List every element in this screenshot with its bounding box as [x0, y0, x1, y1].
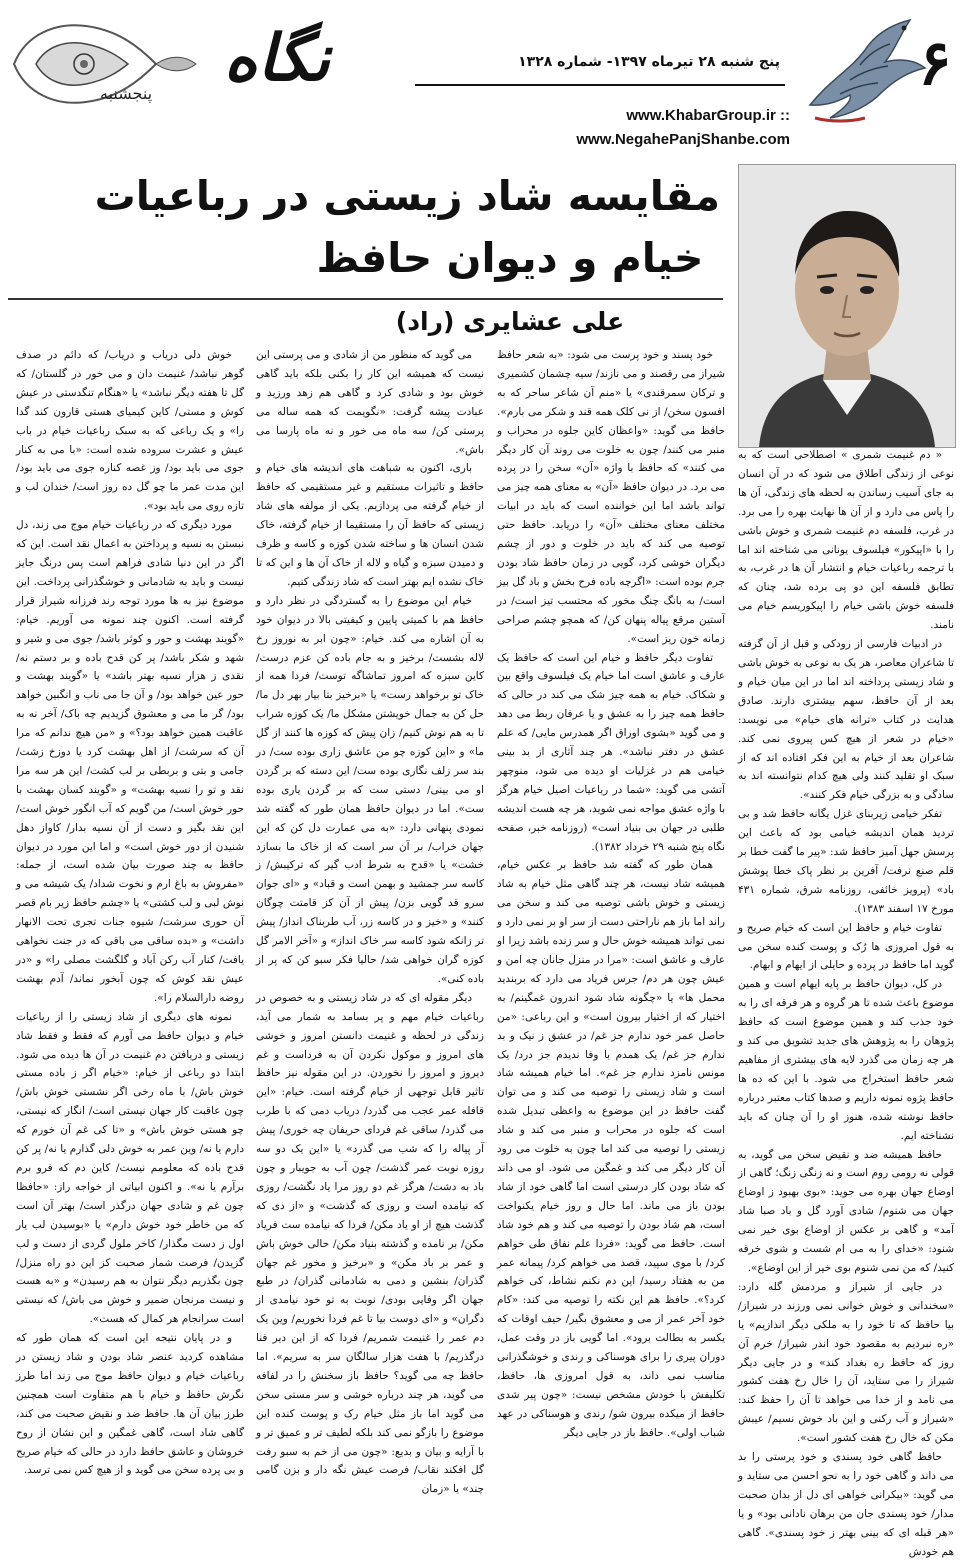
paragraph: در جایی از شیراز و مردمش گله دارد: «سخندانی و خوش خوانی نمی ورزند در شیراز/ بیا حافظ که تا خود را به ملکی دیگر اندازیم» یا «ره نبردیم به مقصود خود اندر شیراز/ خرم آن روز که حافظ ره بغداد کند» و در جایی دیگر شیراز را می ستاید، آن را خال رخ هفت کشور می نامد و از خدا می خواهد تا آن را حفظ کند: «شیراز و آب رکنی و این باد خوش نسیم/ عیبش مکن که خال رخ هفت کشور است».: [738, 1280, 954, 1445]
masthead: [0, 0, 970, 148]
paragraph: تفکر خیامی زیربنای غزل یگانه حافظ شد و بی تردید همان اندیشه خیامی بود که باعث این پرسش جهل آمیز حافظ شد: «پیر ما گفت خطا بر قلم صنع نرفت/ آفرین بر نظر پاک خطا پوشش باد» (پرویز خائفی، روزنامه شرق، شماره ۴۳۱ مورخ ۱۷ اسفند ۱۳۸۳).: [738, 808, 954, 915]
logo-wordmark: نگاه: [223, 21, 330, 96]
phoenix-bird-icon: [790, 10, 930, 125]
website-urls: www.KhabarGroup.ir :: www.NegahePanjShanbe.com: [576, 107, 790, 148]
paragraph: خود پسند و خود پرست می شود: «به شعر حافظ شیراز می رقصند و می نازند/ سیه چشمان کشمیری و ترکان سمرقندی» یا «منم آن شاعر ساحر که به افسون سخن/ از نی کلک همه قند و شکر می بارم». حافظ می گوید: «واعظان کاین جلوه در محراب و منبر می کنند/ چون به خلوت می روند آن کار دیگر می کنند» که حافظ با واژه «آن» سخن را در پرده می برد. در دیوان حافظ «آن» به معنای همه چیز می تواند باشد اما این خواننده است که باید در ابیات مختلف معنای مختلف «آن» را دریابد. حافظ حتی توصیه می کند که باید در خلوت و دور از چشم دیگران خوشی کرد، گویی در زمان حافظ شاد بودن جرم بوده است: «اگرچه باده فرح بخش و باد گل بیز است/ به بانگ چنگ مخور که محتسب تیز است/ در آستین مرقع پیاله پنهان کن/ که همچو چشم صراحی زمانه خون ریز است».: [497, 349, 725, 645]
author-byline: علی عشایری (راد): [395, 307, 625, 336]
paragraph: « دم غنیمت شمری » اصطلاحی است که به نوعی از زندگی اطلاق می شود که در آن انسان به جای آسیب رساندن به لحظه های زندگی، آن ها را پاس می دارد و از آن ها نهایت بهره را می برد. در غرب، فلسفه دم غنیمت شمری و خوش باشی را با «اپیکور» فیلسوف یونانی می شناخته اند اما با ترجمه رباعیات خیام و انتشار آن ها در غرب، به تطابق فلسفه این دو پی برده شد، چنان که فلسفه خوش باشی خیام را اپیکوریسم خیام می نامند.: [738, 449, 954, 632]
page-number: ۶: [918, 26, 952, 99]
paragraph: می گوید که منظور من از شادی و می پرستی این نیست که همیشه این کار را بکنی بلکه باید گاهی خوش بود و شادی کرد و گاهی هم زهد ورزید و عبادت پیشه گرفت: «نگویمت که همه ساله می پرستی کن/ سه ماه می خور و نه ماه پارسا می باش».: [256, 349, 484, 456]
paragraph: خیام این موضوع را به گستردگی در نظر دارد و حافظ هم با کمیتی پایین و کیفیتی بالا در دیوان خود به آن اشاره می کند. خیام: «چون ابر به نوروز رخ لاله بشست/ برخیز و به جام باده کن عزم درست/ کاین سبزه که امروز تماشاگه توست/ فردا همه از خاک تو برخواهد رست» یا «برخیز بتا بیار بهر دل ما/ حل کن به جمال خویشتن مشکل ما/ یک کوزه شراب تا به هم نوش کنیم/ زان پیش که کوزه ها کنند از گل ما» و «این کوزه چو من عاشق زاری بوده ست/ در بند سر زلف نگاری بوده ست/ این دسته که بر گردن او می بینی/ دستی ست که بر گردن یاری بوده ست». اما در دیوان حافظ همان طور که گفته شد نمودی پنهانی دارد: «به می عمارت دل کن که این جهان خراب/ بر آن سر است که از خاک ما بسازد خشت» یا «قدح به شرط ادب گیر که ترکیبش/ ز کاسه سر جمشید و بهمن است و قباد» و «ای جوان سرو قد گویی بزن/ پیش از آن کز قامتت چوگان کنند» و «خیز و در کاسه زر، آب طربناک انداز/ پیش تر زانکه شود کاسه سر خاک انداز» و «آخر الامر گل کوزه گران خواهی شد/ حالیا فکر سبو کن که پر از باده کنی».: [256, 594, 484, 985]
headline-line-1: مقایسه شاد زیستی در رباعیات: [94, 172, 720, 220]
paragraph: خوش دلی دریاب و دریاب/ که دائم در صدف گوهر نباشد/ غنیمت دان و می خور در گلستان/ که گل تا هفته دیگر نباشد» یا «هنگام تنگدستی در عیش کوش و مستی/ کاین کیمیای هستی قارون کند گدا را» و یک رباعی که به سبک رباعیات خیام در باب عیش و عشرت سروده شده است: «با می به کنار جوی می باید بود/ وز غصه کناره جوی می باید بود/ این مدت عمر ما چو گل ده روز است/ خندان لب و تازه روی می باید بود».: [16, 349, 244, 513]
author-photo: [738, 164, 956, 448]
headline-divider: [8, 298, 723, 300]
article-headline: [94, 165, 720, 295]
article-column-1: [738, 446, 954, 1558]
headline-line-2: خیام و دیوان حافظ: [316, 234, 704, 282]
paragraph: نمونه های دیگری از شاد زیستی را از رباعیات خیام و دیوان حافظ می آورم که فقط و فقط شاد زیستی و دریافتن دم غنیمت در آن ها دیده می شود. ابتدا دو رباعی از خیام: «خیام اگر ز باده مستی خوش باش/ با ماه رخی اگر نشستی خوش باش/ چون عاقبت کار جهان نیستی است/ انگار که نیستی، چو هستی خوش باش» و «تا کی غم آن خورم که دارم یا نه/ وین عمر به خوش دلی گذارم یا نه/ پر کن قدح باده که معلومم نیست/ کاین دم که فرو برم برآرم یا نه». و اکنون ابیاتی از خواجه راز: «حافظا چون غم و شادی جهان درگذر است/ بهتر آن است که من خاطر خود خوش دارم» یا «بوسیدن لب یار اول ز دست مگذار/ کاخر ملول گردی از دست و لب گزیدن/ فرصت شمار صحبت کز این دو راه منزل/ چون بگذریم دیگر نتوان به هم رسیدن» و «به هست و نیست مرنجان ضمیر و خوش می باش/ که نیستی است سرانجام هر کمال که هست».: [16, 1010, 244, 1326]
paragraph: تفاوت دیگر حافظ و خیام این است که حافظ یک عارف و عاشق است اما خیام یک فیلسوف واقع بین و شکاک. خیام به همه چیز شک می کند در حالی که حافظ همه چیز را به عشق و یا عرفان ربط می دهد و می گوید «بشوی اوراق اگر همدرس مایی/ که علم عشق در دفتر نباشد». هر چند آثاری از بد بینی خیامی هم در غزلیات او دیده می شود، منوچهر آتشی می گوید: «شما در رباعیات اصیل خیام هرگز با واژه عشق مواجه نمی شوید، هر چه هست اندیشه طلبی در جهان بی بنیاد است» (روزنامه خبر، صفحه نگاه پنج شنبه ۲۹ خرداد ۱۳۸۲).: [497, 651, 725, 853]
paragraph: در ادبیات فارسی از رودکی و قبل از آن گرفته تا شاعران معاصر، هر یک به نوعی به خوش باشی و شاد زیستی پرداخته اند اما در این میان خیام و بعد از آن حافظ، سهم بیشتری دارند. صادق هدایت در کتاب «ترانه های خیام» می نویسد: «خیام در شعر از هیچ کس پیروی نمی کند. شاعران بعد از خیام به این فکر افتاده اند که از سبک او تقلید کنند ولی هیچ کدام نتوانسته اند به سادگی و به بزرگی خیام فکر کنند».: [738, 638, 954, 802]
paragraph: و در پایان نتیجه این است که همان طور که مشاهده کردید عنصر شاد بودن و شاد زیستن در رباعیات خیام و دیوان حافظ موج می زند اما طرز نگرش حافظ و خیام با هم متفاوت است همچنین طرز بیان آن ها. حافظ ضد و نقیض صحبت می کند، گاهی شاد است، گاهی غمگین و این نشان از روح خروشان و عاشق حافظ دارد در حالی که خیام صریح و بی پرده سخن می گوید و از هیچ کس نمی ترسد.: [16, 1332, 244, 1477]
paragraph: در کل، دیوان حافظ بر پایه ایهام است و همین موضوع باعث شده تا هر گروه و هر فرقه ای را به خود جذب کند و همین موضوع است که حافظ پژوهان را به پژوهش های جدید تشویق می کند و هر چه زمان می گذرد لایه های بیشتری از مفاهیم شعر حافظ استخراج می شود. با این که ده ها حافظ پژوه نمونه داریم و صدها کتاب معتبر درباره حافظ نوشته شده، هنوز او را آن چنان که باید نشناخته ایم.: [738, 978, 954, 1142]
paragraph: حافظ گاهی خود پسندی و خود پرستی را بد می داند و گاهی خود را به نحو احسن می ستاید و می گوید: «بیکرانی خواهی ای دل از بدان صحبت مدار/ خود پسندی جان من برهان نادانی بود» و یا «هر قبله ای که بینی بهتر ز خود پسندی». گاهی هم خودش: [738, 1451, 954, 1558]
paragraph: همان طور که گفته شد حافظ بر عکس خیام، همیشه شاد نیست، هر چند گاهی مثل خیام به شاد زیستی و خوش باشی توصیه می کند و سخن می راند اما باز هم ناراحتی دست از سر او بر نمی دارد و نمی تواند همیشه خوش حال و سر زنده باشد زیرا او عارف و عاشق است: «مرا در منزل جانان چه امن و عیش چون هر دم/ جرس فریاد می دارد که بربندید محمل ها» یا «چگونه شاد شود اندرون غمگینم/ به اختیار که از اختیار بیرون است» و این رباعی: «من حاصل عمر خود ندارم جز غم/ در عشق ز نیک و بد ندارم جز غم/ یک همدم با وفا ندیدم جز درد/ یک مونس نامزد ندارم جز غم». اما خیام همیشه شاد است و شاد زیستی را توصیه می کند و می توان گفت حافظ در این موضوع به واعظی تبدیل شده است که جلوه در محراب و منبر می کند و شاد زیستی را توصیه می کند اما چون به خلوت می رود آن کار دیگر می کند و غمگین می شود. او می داند که شاد بودن کار درستی است اما گاهی خود از شاد بودن باز می ماند. اما حال و روز خیام یکنواخت است، هم شاد بودن را توصیه می کند و هم خود شاد است. حافظ می گوید: «فردا علم نفاق طی خواهم کرد/ با موی سپید، قصد می خواهم کرد/ پیمانه عمر من به هفتاد رسید/ این دم نکنم نشاط، کی خواهم کرد؟». حافظ هم این نکته را توصیه می کند: «کام خود آخر عمر از می و معشوق بگیر/ حیف اوقات که یکسر به بطالت برود». اما گویی باز در وقت عمل، دوران پیری را برای هوسناکی و رندی و خوشگذرانی مناسب نمی داند، به قول امروزی ها، حافظ، تکلیفش با خودش مشخص نیست: «چون پیر شدی حافظ از میکده بیرون شو/ رندی و هوسناکی در عهد شباب اولی». حافظ باز در جایی دیگر: [497, 859, 725, 1439]
paragraph: دیگر مقوله ای که در شاد زیستی و به خصوص در رباعیات خیام مهم و پر بسامد به شمار می آید، زندگی در لحظه و غنیمت دانستن امروز و خوشی های امروز و موکول نکردن آن به فرداست و غم دیروز و امروز را نخوردن. در این مقوله نیز حافظ تاثیر قابل توجهی از خیام گرفته است. خیام: «این قافله عمر عجب می گذرد/ دریاب دمی که با طرب می گذرد/ ساقی غم فردای حریفان چه خوری/ پیش آر پیاله را که شب می گذرد» یا «این یک دو سه روزه نوبت عمر گذشت/ چون آب به جویبار و چون باد به دشت/ هرگز غم دو روز مرا یاد نگشت/ روزی که نیامده است و روزی که گذشت» و «از دی که گذشت هیچ از او یاد مکن/ فردا که نیامده ست فریاد مکن/ بر نامده و گذشته بنیاد مکن/ حالی خوش باش و عمر بر باد مکن» و «برخیز و مخور غم جهان گذران/ بنشین و دمی به شادمانی گذران/ در طبع جهان اگر وفایی بودی/ نوبت به تو خود نیامدی از دگران» و «ای دوست بیا تا غم فردا نخوریم/ وین یک دم عمر را غنیمت شمریم/ فردا که از این دیر فنا درگذریم/ با هفت هزار سالگان سر به سریم». اما حافظ چه می گوید؟ حافظ باز سخنش را در لفافه می گوید، هر چند درباره خوشی و سر مستی سخن می گوید اما باز مثل خیام رک و پوست کنده این موضوع را بازگو نمی کند بلکه لطیف تر و عمیق تر و با آرایه و بیان و بدیع: «چون می از خم به سبو رفت گل افکند نقاب/ فرصت عیش نگه دار و بزن گامی چند» یا «زمان: [256, 991, 484, 1496]
paragraph: باری، اکنون به شباهت های اندیشه های خیام و حافظ و تاثیرات مستقیم و غیر مستقیمی که حافظ از خیام گرفته می پردازیم. یکی از مولفه های شاد زیستی که حافظ آن را مستقیما از خیام گرفته، خاک شدن انسان ها و ساخته شدن کوزه و کاسه و ظرف و دمیدن سبزه و گیاه و لاله از خاک آن ها و این که تا خاک نشده ایم بهتر است که شاد زندگی کنیم.: [256, 462, 484, 588]
person-portrait-icon: [739, 165, 955, 447]
paragraph: تفاوت خیام و حافظ این است که خیام صریح و به قول امروزی ها رُک و پوست کنده سخن می گوید اما حافظ در پرده و حایلی از ایهام و ابهام.: [738, 921, 954, 972]
article-column-4: [16, 346, 244, 1514]
issue-dateline: پنج شنبه ۲۸ تیرماه ۱۳۹۷- شماره ۱۳۲۸: [518, 54, 780, 70]
article-column-3: [256, 346, 484, 1514]
paragraph: حافظ همیشه ضد و نقیض سخن می گوید، به قولی نه رومی روم است و نه زنگی زنگ؛ گاهی از اوضاع جهان بهره می جوید: «بوی بهبود ز اوضاع جهان می شنوم/ شادی آورد گل و باد صبا شاد آمد» و گاهی بر عکس از اوضاع بوی خیر نمی شنود: «خدای را به می ام شست و شوی خرقه کنید/ که من نمی شنوم بوی خیر از این اوضاع».: [738, 1148, 954, 1274]
article-column-2: [497, 346, 725, 1514]
newspaper-logo: [100, 14, 340, 114]
logo-subtitle: پنجشنبه: [100, 84, 153, 103]
paragraph: مورد دیگری که در رباعیات خیام موج می زند، دل نبستن به نسیه و پرداختن به اعمال نقد است. این که اگر در این دنیا شادی فراهم است پس درنگ جایز نیست و باید به شادمانی و خوشگذرانی پرداخت. این موضوع نیز به ها مورد توجه رند فرزانه شیراز قرار گرفته است. اکنون چند نمونه می آوریم. خیام: «گویند بهشت و حور و کوثر باشد/ جوی می و شیر و شهد و شکر باشد/ پر کن قدح باده و بر دستم نه/ نقدی ز هزار نسیه بهتر باشد» یا «گویند بهشت و حور عین خواهد بود/ و آن جا می ناب و انگبین خواهد بود/ گر ما می و معشوق گزیدیم چه باک/ آخر نه به عاقبت همین خواهد بود؟» و «من هیچ ندانم که مرا آن که سرشت/ از اهل بهشت کرد یا دوزخ زشت/ جامی و بتی و بربطی بر لب کشت/ این هر سه مرا نقد و تو را نسیه بهشت» و «گویند کسان بهشت با حور خوش است/ من گویم که آب انگور خوش است/ این نقد بگیر و دست از آن نسیه بدار/ کاواز دهل شنیدن از دور خوش است» و اما این مورد در دیوان حافظ به چند صورت بیان شده است، از جمله: «مفروش به باغ ارم و نخوت شداد/ یک شیشه می و نوش لبی و لب کشتی» یا «چشم حافظ زیر بام قصر آن حوری سرشت/ شیوه جنات تجری تحت الانهار داشت» و «بده ساقی می باقی که در جنت نخواهی یافت/ کنار آب رکن آباد و گلگشت مصلی را» و «در عیش نقد کوش که چون آبخور نماند/ آدم بهشت روضه دارالسلام را».: [16, 519, 244, 1004]
header-divider: [415, 84, 785, 86]
